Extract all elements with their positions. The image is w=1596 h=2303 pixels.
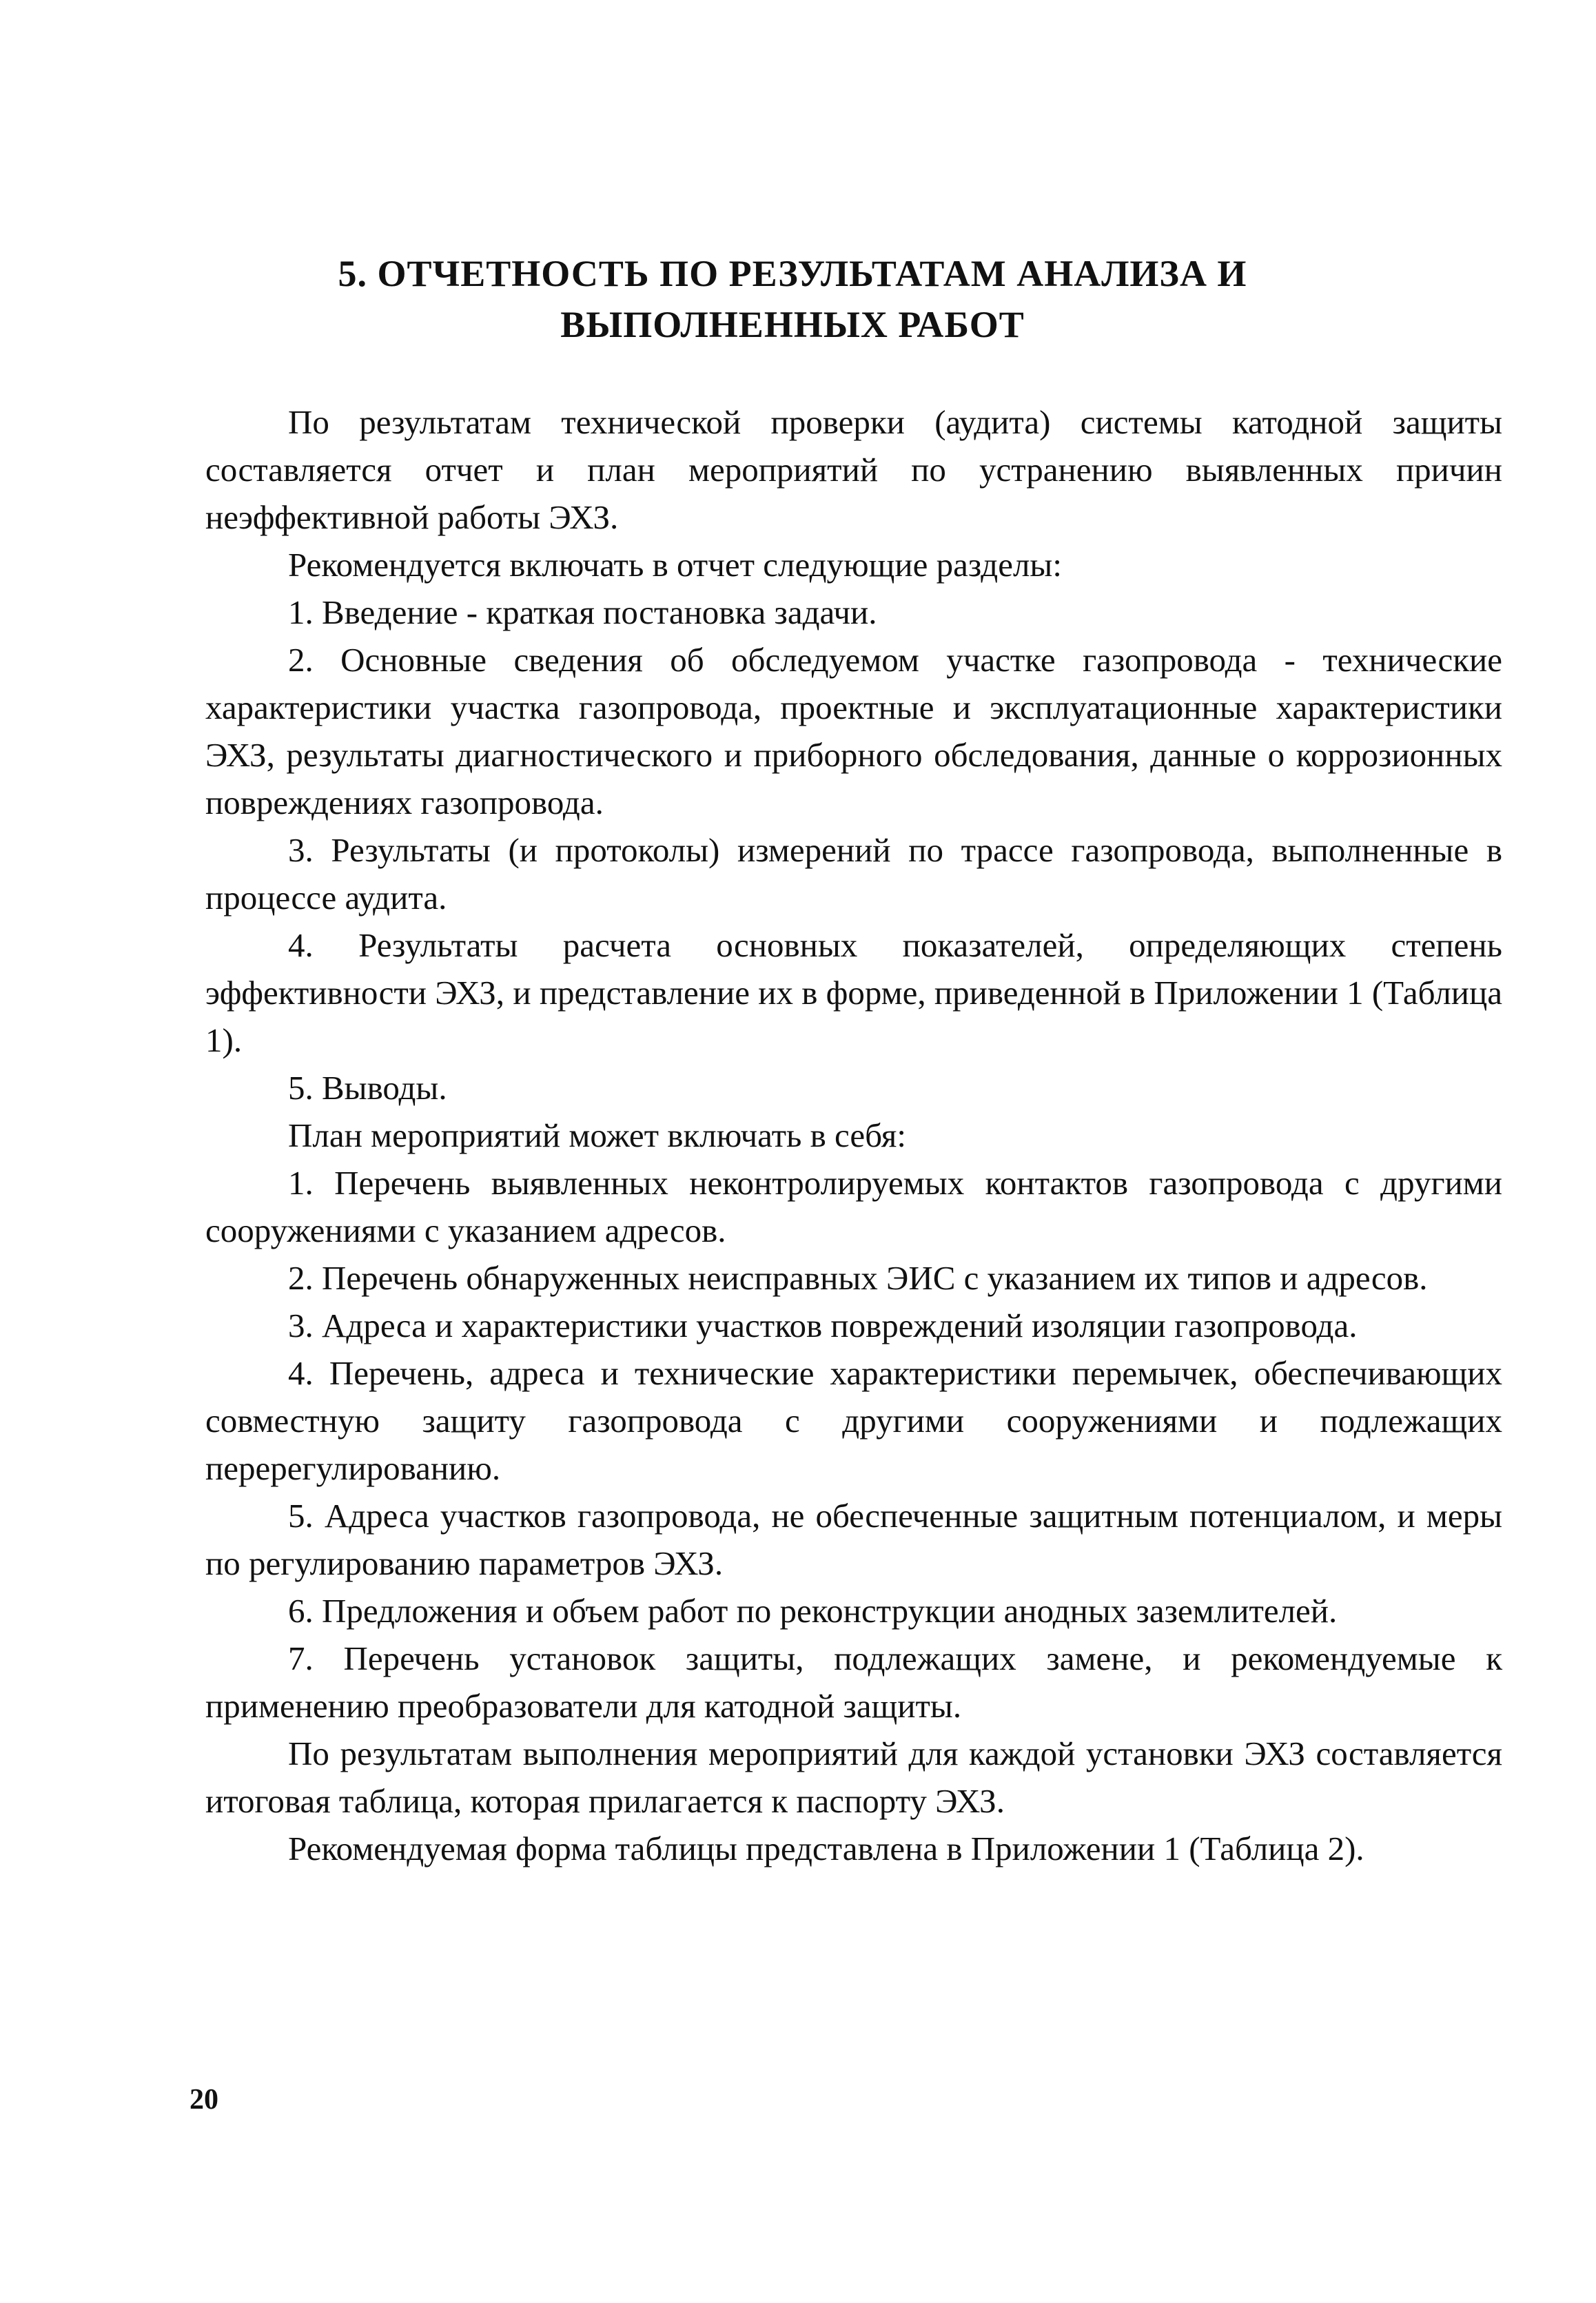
report-section-item: 4. Результаты расчета основных показателей, определяющих степень эффективности ЭХЗ, и представление их в форме, приведенной в Приложении 1 (Таблица 1). [205, 926, 1502, 1059]
intro-paragraph: По результатам технической проверки (аудита) системы катодной защиты составляется отчет и план мероприятий по устранению выявленных причин неэффективной работы ЭХЗ. [205, 403, 1502, 536]
report-section-item: 3. Результаты (и протоколы) измерений по трассе газопровода, выполненные в процессе аудита. [205, 831, 1502, 917]
action-plan-item: 3. Адреса и характеристики участков повреждений изоляции газопровода. [288, 1307, 1358, 1344]
section-title [207, 248, 1378, 350]
section-title-line-1: 5. ОТЧЕТНОСТЬ ПО РЕЗУЛЬТАТАМ АНАЛИЗА И [338, 253, 1247, 294]
section-title-line-2: ВЫПОЛНЕННЫХ РАБОТ [560, 304, 1025, 345]
action-plan-item: 7. Перечень установок защиты, подлежащих замене, и рекомендуемые к применению преобразователи для катодной защиты. [205, 1639, 1502, 1725]
action-plan-item: 1. Перечень выявленных неконтролируемых контактов газопровода с другими сооружениями с указанием адресов. [205, 1164, 1502, 1249]
action-plan-item: 5. Адреса участков газопровода, не обеспеченные защитным потенциалом, и меры по регулированию параметров ЭХЗ. [205, 1497, 1502, 1582]
recommended-form-paragraph: Рекомендуемая форма таблицы представлена в Приложении 1 (Таблица 2). [288, 1830, 1364, 1867]
page-number: 20 [190, 2084, 218, 2116]
report-sections-lead: Рекомендуется включать в отчет следующие разделы: [288, 546, 1062, 584]
body-text [205, 398, 1502, 1872]
report-section-item: 5. Выводы. [288, 1069, 447, 1107]
action-plan-lead: План мероприятий может включать в себя: [288, 1116, 906, 1154]
report-section-item: 2. Основные сведения об обследуемом участке газопровода - технические характеристики участка газопровода, проектные и эксплуатационные характеристики ЭХЗ, результаты диагностического и приборного обследования, данные о коррозионных повреждениях газопровода. [205, 641, 1502, 821]
action-plan-item: 2. Перечень обнаруженных неисправных ЭИС с указанием их типов и адресов. [288, 1259, 1428, 1297]
summary-table-paragraph: По результатам выполнения мероприятий для каждой установки ЭХЗ составляется итоговая таблица, которая прилагается к паспорту ЭХЗ. [205, 1734, 1502, 1820]
action-plan-item: 4. Перечень, адреса и технические характеристики перемычек, обеспечивающих совместную защиту газопровода с другими сооружениями и подлежащих перерегулированию. [205, 1354, 1502, 1487]
report-section-item: 1. Введение - краткая постановка задачи. [288, 593, 877, 631]
action-plan-item: 6. Предложения и объем работ по реконструкции анодных заземлителей. [288, 1592, 1338, 1630]
